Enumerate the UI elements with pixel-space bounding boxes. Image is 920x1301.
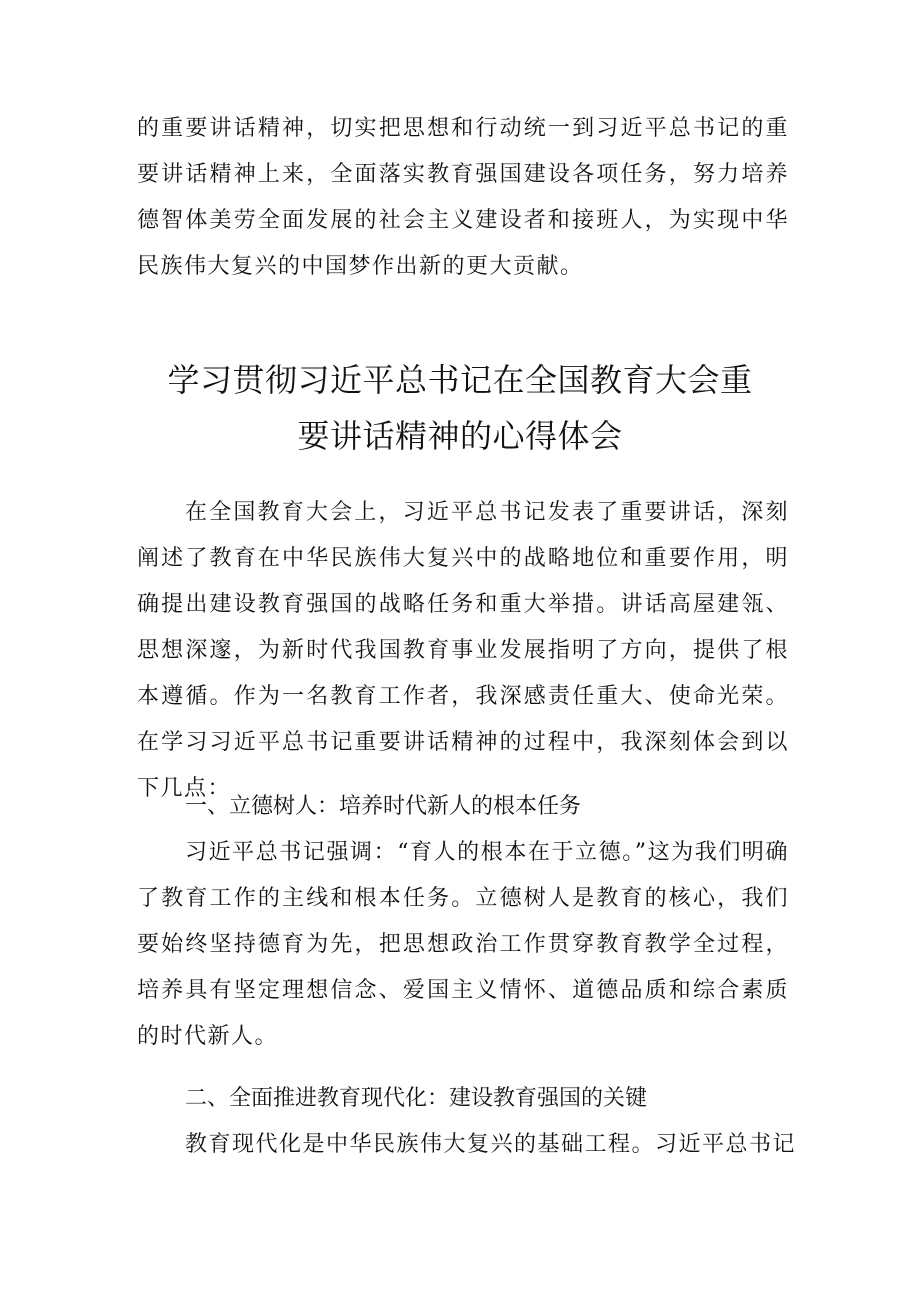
section-heading-2: 二、全面推进教育现代化：建设教育强国的关键 [185,1086,648,1111]
title-line-1: 学习贯彻习近平总书记在全国教育大会重 [167,361,753,399]
section-paragraph-2: 教育现代化是中华民族伟大复兴的基础工程。习近平总书记 [185,1132,797,1157]
section-paragraph-1: 习近平总书记强调：“育人的根本在于立德。”这为我们明确了教育工作的主线和根本任务。立德树人是教育的核心，我们要始终坚持德育为先，把思想政治工作贯穿教育教学全过程，培养具有坚定理想信念、爱国主义情怀、道德品质和综合素质的时代新人。 [137,840,789,1049]
title-line-2: 要讲话精神的心得体会 [297,417,623,455]
continuation-paragraph: 的重要讲话精神，切实把思想和行动统一到习近平总书记的重要讲话精神上来，全面落实教育强国建设各项任务，努力培养德智体美劳全面发展的社会主义建设者和接班人，为实现中华民族伟大复兴的中国梦作出新的更大贡献。 [137,116,789,279]
section-heading-1: 一、立德树人：培养时代新人的根本任务 [185,794,582,819]
document-title [130,352,790,464]
intro-paragraph: 在全国教育大会上，习近平总书记发表了重要讲话，深刻阐述了教育在中华民族伟大复兴中的战略地位和重要作用，明确提出建设教育强国的战略任务和重大举措。讲话高屋建瓴、思想深邃，为新时代我国教育事业发展指明了方向，提供了根本遵循。作为一名教育工作者，我深感责任重大、使命光荣。在学习习近平总书记重要讲话精神的过程中，我深刻体会到以下几点： [137,500,789,801]
